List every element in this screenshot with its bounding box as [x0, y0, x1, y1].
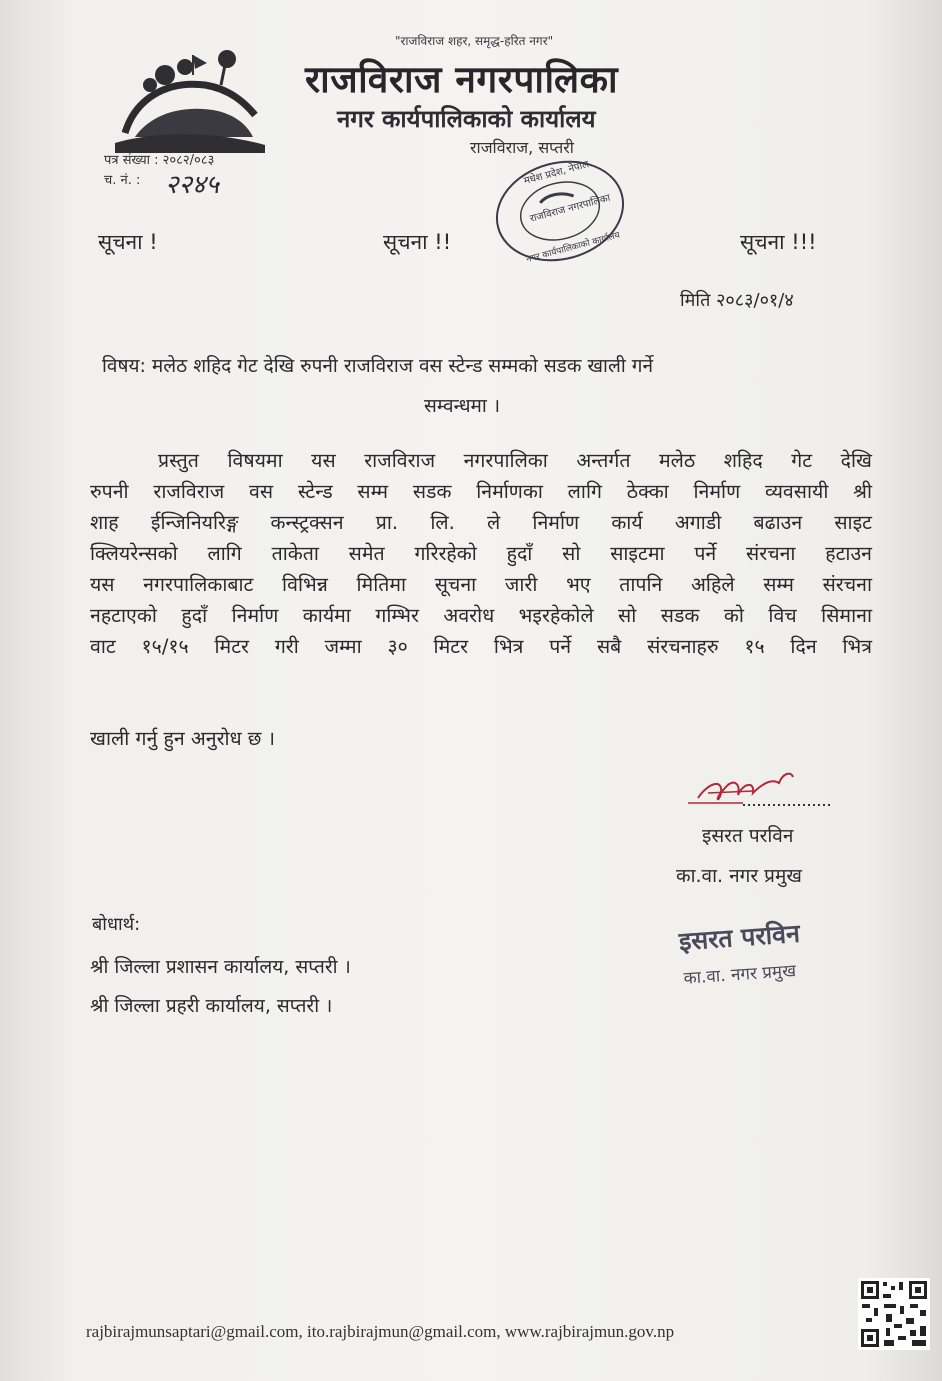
dispatch-number-label: च. नं. : — [104, 173, 141, 188]
office-stamp-icon — [485, 152, 635, 270]
letter-date: मिति २०८३/०१/४ — [680, 290, 794, 311]
reference-number: पत्र संख्या : २०८२/०८३ — [104, 153, 215, 168]
signature-icon — [683, 763, 843, 813]
body-paragraph — [90, 445, 872, 662]
motto-text: "राजविराज शहर, समृद्ध-हरित नगर" — [395, 34, 554, 48]
notice-heading-1: सूचना ! — [98, 230, 158, 254]
notice-heading-2: सूचना !! — [383, 230, 452, 254]
office-name: नगर कार्यपालिकाको कार्यालय — [337, 105, 596, 133]
qr-code-icon — [858, 1278, 930, 1350]
body-line: नहटाएको हुदाँ निर्माण कार्यमा गम्भिर अवरोध भइरहेकोले सो सडक को विच सिमाना — [90, 604, 872, 627]
notice-heading-3: सूचना !!! — [740, 230, 817, 254]
body-line: प्रस्तुत विषयमा यस राजविराज नगरपालिका अन्तर्गत मलेठ शहिद गेट देखि — [158, 449, 872, 472]
cc-item: श्री जिल्ला प्रशासन कार्यालय, सप्तरी । — [90, 956, 351, 978]
municipality-logo-icon — [95, 45, 295, 155]
cc-label: बोधार्थ: — [92, 914, 141, 935]
stamp-line-1: मधेश प्रदेश, नेपाल — [522, 159, 591, 188]
seal-name: इसरत परविन — [677, 918, 801, 957]
stamp-line-2: राजविराज नगरपालिका — [528, 192, 612, 225]
body-line: रुपनी राजविराज वस स्टेन्ड सम्म सडक निर्माणका लागि ठेक्का निर्माण व्यवसायी श्री — [90, 480, 872, 503]
subject-line-2: सम्वन्धमा । — [424, 395, 501, 417]
body-line: यस नगरपालिकाबाट विभिन्न मितिमा सूचना जारी भए तापनि अहिले सम्म संरचना — [90, 573, 872, 596]
signatory-name: इसरत परविन — [702, 825, 794, 847]
cc-item: श्री जिल्ला प्रहरी कार्यालय, सप्तरी । — [90, 995, 333, 1017]
stamp-line-3: नगर कार्यपालिकाको कार्यालय — [525, 230, 622, 266]
signatory-title: का.वा. नगर प्रमुख — [676, 865, 802, 887]
body-line: वाट १५/१५ मिटर गरी जम्मा ३० मिटर भित्र पर्ने सबै संरचनाहरु १५ दिन भित्र — [90, 635, 872, 658]
body-line: शाह ईन्जिनियरिङ्ग कन्स्ट्रक्सन प्रा. लि. ले निर्माण कार्य अगाडी बढाउन साइट — [90, 511, 872, 534]
dispatch-number-value: २२४५ — [165, 170, 220, 200]
municipality-name: राजविराज नगरपालिका — [305, 58, 619, 101]
footer-contacts: rajbirajmunsaptari@gmail.com, ito.rajbirajmun@gmail.com, www.rajbirajmun.gov.np — [86, 1322, 675, 1341]
name-seal-stamp-icon — [672, 908, 862, 998]
subject-line-1: विषय: मलेठ शहिद गेट देखि रुपनी राजविराज वस स्टेन्ड सम्मको सडक खाली गर्ने — [102, 355, 654, 377]
body-line: क्लियरेन्सको लागि ताकेता समेत गरिरहेको हुदाँ सो साइटमा पर्ने संरचना हटाउन — [90, 542, 872, 565]
body-last-line: खाली गर्नु हुन अनुरोध छ । — [90, 727, 276, 750]
office-location: राजविराज, सप्तरी — [470, 138, 574, 157]
seal-title: का.वा. नगर प्रमुख — [682, 961, 797, 989]
